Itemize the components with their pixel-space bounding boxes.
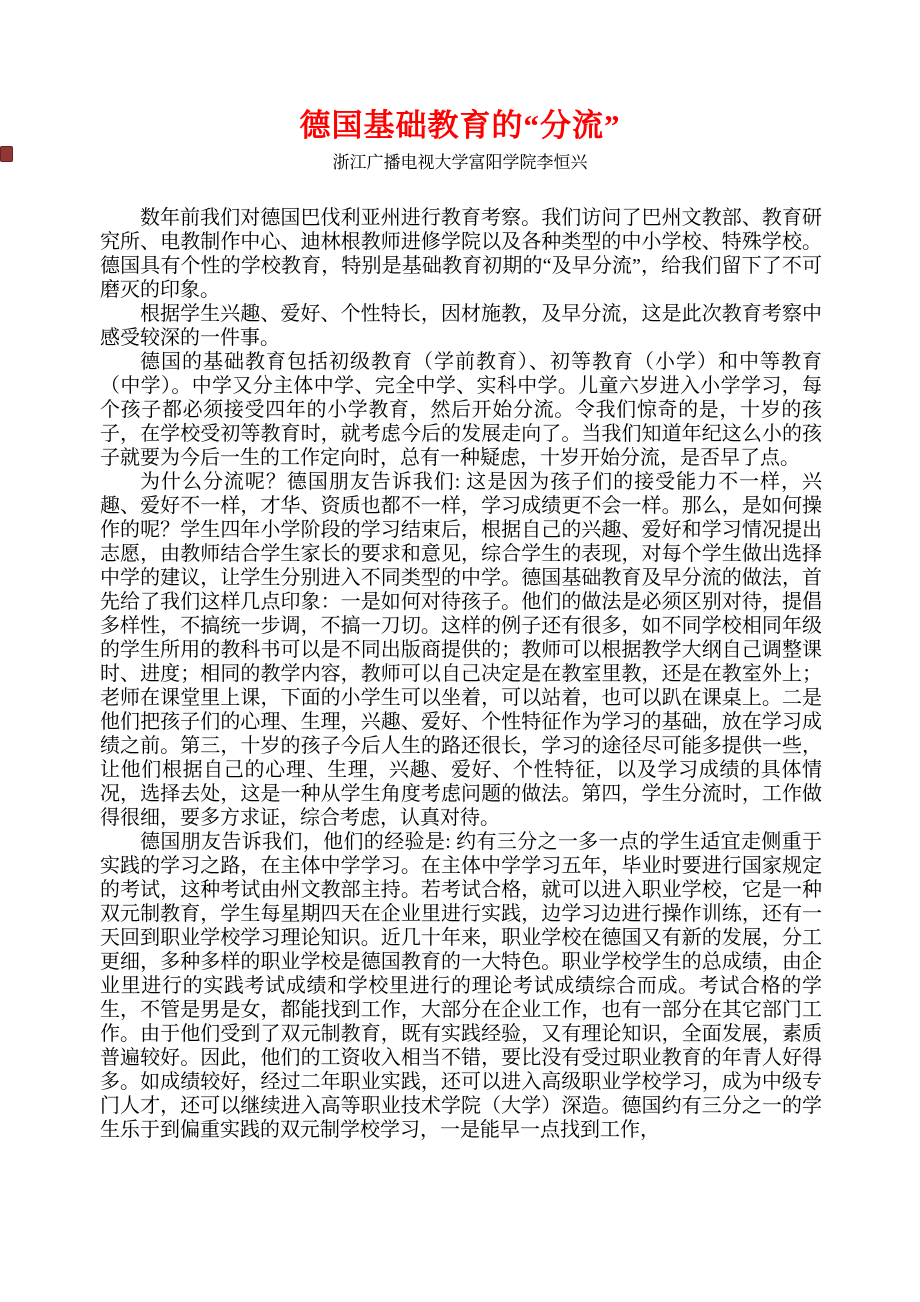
- document-byline: 浙江广播电视大学富阳学院李恒兴: [332, 153, 588, 172]
- paragraph-3: 德国的基础教育包括初级教育（学前教育）、初等教育（小学）和中等教育（中学）。中学又分主体中学、完全中学、实科中学。儿童六岁进入小学学习，每个孩子都必须接受四年的小学教育，然后开始分流。令我们惊奇的是，十岁的孩子，在学校受初等教育时，就考虑今后的发展走向了。当我们知道年纪这么小的孩子就要为今后一生的工作定向时，总有一种疑虑，十岁开始分流，是否早了点。: [100, 351, 822, 469]
- document-title: 德国基础教育的“分流”: [299, 108, 621, 143]
- paragraph-4: 为什么分流呢？德国朋友告诉我们: 这是因为孩子们的接受能力不一样，兴趣、爱好不一样，才华、资质也都不一样，学习成绩更不会一样。那么，是如何操作的呢？学生四年小学阶段的学习结束后，根据自己的兴趣、爱好和学习情况提出志愿，由教师结合学生家长的要求和意见，综合学生的表现，对每个学生做出选择中学的建议，让学生分别进入不同类型的中学。德国基础教育及早分流的做法，首先给了我们这样几点印象：一是如何对待孩子。他们的做法是必须区别对待，提倡多样性，不搞统一步调，不搞一刀切。这样的例子还有很多，如不同学校相同年级的学生所用的教科书可以是不同出版商提供的；教师可以根据教学大纲自己调整课时、进度；相同的教学内容，教师可以自己决定是在教室里教，还是在教室外上；老师在课堂里上课，下面的小学生可以坐着，可以站着，也可以趴在课桌上。二是他们把孩子们的心理、生理，兴趣、爱好、个性特征作为学习的基础，放在学习成绩之前。第三，十岁的孩子今后人生的路还很长，学习的途径尽可能多提供一些，让他们根据自己的心理、生理，兴趣、爱好、个性特征，以及学习成绩的具体情况，选择去处，这是一种从学生角度考虑问题的做法。第四，学生分流时，工作做得很细，要多方求证，综合考虑，认真对待。: [100, 471, 822, 829]
- paragraph-2: 根据学生兴趣、爱好、个性特长，因材施教，及早分流，这是此次教育考察中感受较深的一件事。: [100, 303, 822, 349]
- paragraph-1: 数年前我们对德国巴伐利亚州进行教育考察。我们访问了巴州文教部、教育研究所、电教制作中心、迪林根教师进修学院以及各种类型的中小学校、特殊学校。德国具有个性的学校教育，特别是基础教育初期的“及早分流”，给我们留下了不可磨灭的印象。: [100, 207, 822, 301]
- comment-marker-icon[interactable]: [0, 146, 13, 162]
- document-body: [100, 206, 822, 1142]
- paragraph-5: 德国朋友告诉我们，他们的经验是: 约有三分之一多一点的学生适宜走侧重于实践的学习之路，在主体中学学习。在主体中学学习五年，毕业时要进行国家规定的考试，这种考试由州文教部主持。若考试合格，就可以进入职业学校，它是一种双元制教育，学生每星期四天在企业里进行实践，边学习边进行操作训练，还有一天回到职业学校学习理论知识。近几十年来，职业学校在德国又有新的发展，分工更细，多种多样的职业学校是德国教育的一大特色。职业学校学生的总成绩，由企业里进行的实践考试成绩和学校里进行的理论考试成绩综合而成。考试合格的学生，不管是男是女，都能找到工作，大部分在企业工作，也有一部分在其它部门工作。由于他们受到了双元制教育，既有实践经验，又有理论知识，全面发展，素质普遍较好。因此，他们的工资收入相当不错，要比没有受过职业教育的年青人好得多。如成绩较好，经过二年职业实践，还可以进入高级职业学校学习，成为中级专门人才，还可以继续进入高等职业技术学院（大学）深造。德国约有三分之一的学生乐于到偏重实践的双元制学校学习，一是能早一点找到工作，: [100, 831, 822, 1141]
